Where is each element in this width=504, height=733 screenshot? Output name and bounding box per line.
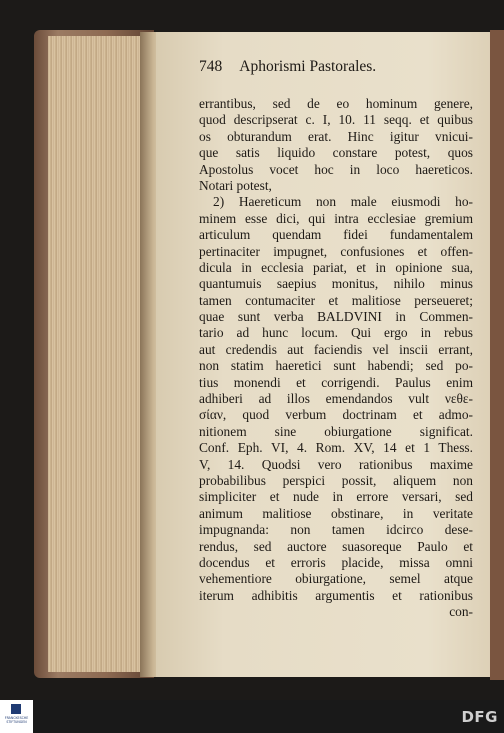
francke-logo[interactable] [0,700,33,733]
text-line: nitionem sine obiurgatione significat. [199,423,473,439]
text-line: iterum adhibitis argumentis et rationibus [199,587,473,603]
text-line: σίαν, quod verbum doctrinam et admo- [199,407,473,423]
text-line: tamen contumaciter et malitiose perseueret; [199,292,473,308]
text-line: adhiberi ad illos emendandos vult νεθε- [199,391,473,407]
page-edges [48,36,146,672]
text-line: articulum quendam fidei fundamentalem [199,227,473,243]
text-line: minem esse dici, qui intra ecclesiae gremium [199,210,473,226]
text-line: simpliciter et nude in errore versari, sed [199,489,473,505]
text-line: animum malitiose obstinare, in veritate [199,505,473,521]
text-line: errantibus, sed de eo hominum genere, [199,96,473,111]
text-line: quantumuis saepius monitus, nihilo minus [199,276,473,292]
text-line: que satis liquido constare potest, quos [199,145,473,161]
page-text [199,59,473,621]
text-line: 2) Haereticum non male eiusmodi ho- [213,194,473,210]
text-line: Conf. Eph. VI, 4. Rom. XV, 14 et 1 Thess. [199,440,473,456]
text-line: vehementiore obiurgatione, semel atque [199,571,473,587]
text-line: dicula in ecclesia pariat, et in opinione sua, [199,259,473,275]
text-line: V, 14. Quodsi vero rationibus maxime [199,456,473,472]
text-line: impugnanda: non tamen idcirco dese- [199,522,473,538]
text-line: quae sunt verba BALDVINI in Commen- [199,309,473,325]
text-line: os obturandum erat. Hinc igitur vnicui- [199,128,473,144]
text-line: pertinaciter impugnet, confusiones et offen- [199,243,473,259]
viewer-footer [0,700,504,733]
text-line: docendus et erroris placide, missa omni [199,554,473,570]
text-line: non statim haeretici sunt habendi; sed po- [199,358,473,374]
back-cover-edge [490,30,504,680]
crest-icon [11,704,21,714]
text-line: Apostolus vocet hoc in loco haereticos. [199,161,473,177]
text-line: probabilibus perspici possit, aliquem non [199,472,473,488]
page-number: 748 [199,58,223,75]
text-line: tius monendi et corrigendi. Paulus enim [199,374,473,390]
text-line: quod descripserat c. I, 10. 11 seqq. et quibus [199,112,473,128]
dfg-logo[interactable]: DFG [461,708,498,726]
running-head [199,59,473,87]
francke-logo-text: FRANCKESCHE STIFTUNGEN [4,716,29,724]
text-line: tario ad hunc locum. Qui ergo in rebus [199,325,473,341]
running-title: Aphorismi Pastorales. [239,58,377,75]
text-line: Notari potest, [199,177,272,193]
text-line: rendus, sed auctore suasoreque Paulo et [199,538,473,554]
text-line: aut credendis aut faciendis vel inscii errant, [199,341,473,357]
catchword: con- [449,604,473,620]
